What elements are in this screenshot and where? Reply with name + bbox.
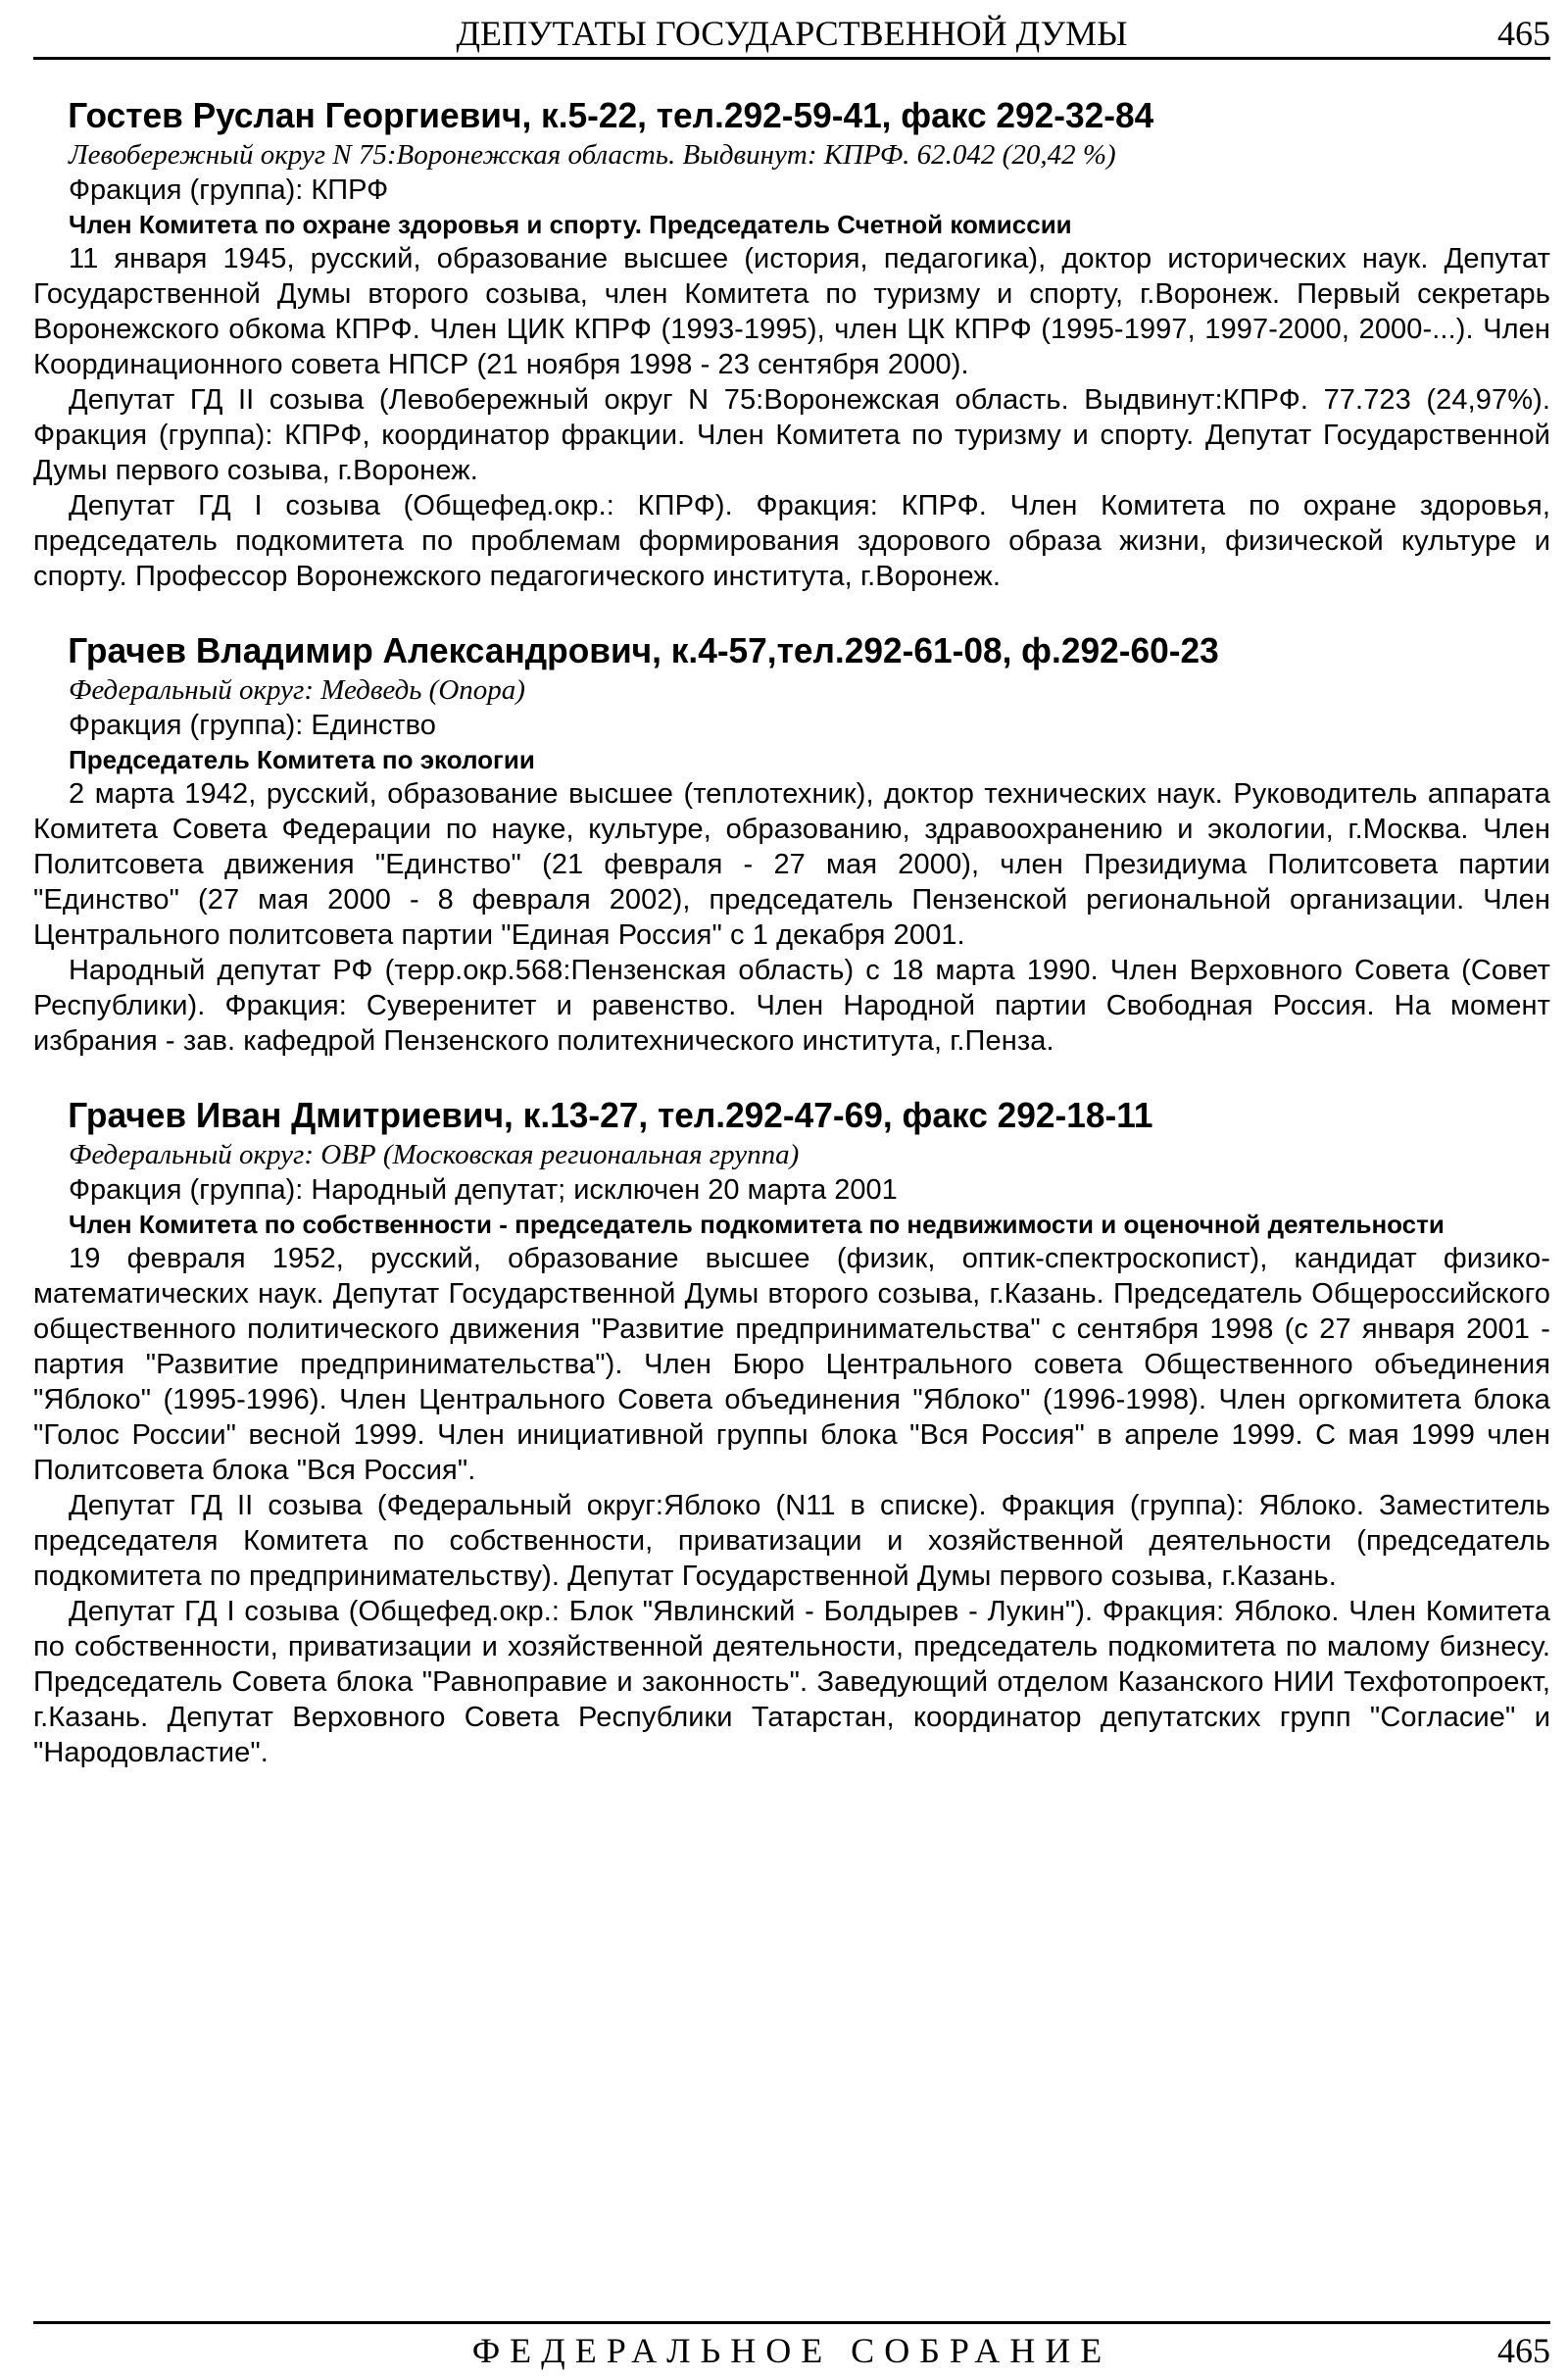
running-footer xyxy=(33,2327,1550,2374)
page-content xyxy=(33,96,1550,1808)
deputy-biography-paragraph: Народный депутат РФ (терр.окр.568:Пензенская область) с 18 марта 1990. Член Верховного Совета (Совет Республики). Фракция: Суверенитет и равенство. Член Народной партии Свободная Россия. На момент избрания - зав. кафедрой Пензенского политехнического института, г.Пенза. xyxy=(33,955,1550,1057)
deputy-faction: Фракция (группа): Народный депутат; исключен 20 марта 2001 xyxy=(69,1174,898,1206)
deputy-biography-paragraph: Депутат ГД I созыва (Общефед.окр.: Блок "Явлинский - Болдырев - Лукин"). Фракция: Яблоко. Член Комитета по собственности, приватизации и хозяйственной деятельности, председатель подкомитета по малому бизнесу. Председатель Совета блока "Равноправие и законность". Заведующий отделом Казанского НИИ Техфотопроект, г.Казань. Депутат Верховного Совета Республики Татарстан, координатор депутатских групп "Согласие" и "Народовластие". xyxy=(33,1596,1550,1768)
running-header xyxy=(33,10,1550,60)
deputy-biography-paragraph: 2 марта 1942, русский, образование высшее (теплотехник), доктор технических наук. Руководитель аппарата Комитета Совета Федерации по науке, культуре, образованию, здравоохранению и экологии, г.Москва. Член Политсовета движения "Единство" (21 февраля - 27 мая 2000), член Президиума Политсовета партии "Единство" (27 мая 2000 - 8 февраля 2002), председатель Пензенской региональной организации. Член Центрального политсовета партии "Единая Россия" с 1 декабря 2001. xyxy=(33,778,1550,951)
deputy-position: Член Комитета по охране здоровья и спорту. Председатель Счетной комиссии xyxy=(69,210,1072,239)
deputy-position: Председатель Комитета по экологии xyxy=(69,745,535,774)
deputy-faction: Фракция (группа): Единство xyxy=(69,710,436,741)
deputy-district: Федеральный округ: ОВР (Московская региональная группа) xyxy=(69,1139,800,1170)
document-page xyxy=(33,0,1550,2379)
deputy-entry xyxy=(33,631,1550,1059)
deputy-biography-paragraph: 11 января 1945, русский, образование высшее (история, педагогика), доктор исторических наук. Депутат Государственной Думы второго созыва, член Комитета по туризму и спорту, г.Воронеж. Первый секретарь Воронежского обкома КПРФ. Член ЦИК КПРФ (1993-1995), член ЦК КПРФ (1995-1997, 1997-2000, 2000-...). Член Координационного совета НПСР (21 ноября 1998 - 23 сентября 2000). xyxy=(33,243,1550,380)
deputy-heading: Грачев Владимир Александрович, к.4-57,тел.292-61-08, ф.292-60-23 xyxy=(68,630,1219,670)
running-header-title: ДЕПУТАТЫ ГОСУДАРСТВЕННОЙ ДУМЫ xyxy=(456,14,1128,53)
deputy-biography-paragraph: Депутат ГД II созыва (Левобережный округ N 75:Воронежская область. Выдвинут:КПРФ. 77.723 (24,97%). Фракция (группа): КПРФ, координатор фракции. Член Комитета по туризму и спорту. Депутат Государственной Думы первого созыва, г.Воронеж. xyxy=(33,384,1550,486)
deputy-position: Член Комитета по собственности - председатель подкомитета по недвижимости и оценочной деятельности xyxy=(69,1210,1445,1239)
deputy-entry xyxy=(33,1096,1550,1770)
deputy-biography-paragraph: Депутат ГД I созыва (Общефед.окр.: КПРФ). Фракция: КПРФ. Член Комитета по охране здоровья, председатель подкомитета по проблемам формирования здорового образа жизни, физической культуре и спорту. Профессор Воронежского педагогического института, г.Воронеж. xyxy=(33,490,1550,592)
deputy-district: Левобережный округ N 75:Воронежская область. Выдвинут: КПРФ. 62.042 (20,42 %) xyxy=(69,139,1116,171)
running-footer-page-number: 465 xyxy=(1497,2331,1550,2370)
running-footer-title: ФЕДЕРАЛЬНОЕ СОБРАНИЕ xyxy=(471,2331,1112,2370)
deputy-heading: Гостев Руслан Георгиевич, к.5-22, тел.292-59-41, факс 292-32-84 xyxy=(68,95,1154,135)
deputy-entry xyxy=(33,96,1550,594)
deputy-biography-paragraph: Депутат ГД II созыва (Федеральный округ:Яблоко (N11 в списке). Фракция (группа): Яблоко. Заместитель председателя Комитета по собственности, приватизации и хозяйственной деятельности (председатель подкомитета по предпринимательству). Депутат Государственной Думы первого созыва, г.Казань. xyxy=(33,1490,1550,1592)
deputy-heading: Грачев Иван Дмитриевич, к.13-27, тел.292-47-69, факс 292-18-11 xyxy=(68,1095,1153,1135)
deputy-biography-paragraph: 19 февраля 1952, русский, образование высшее (физик, оптик-спектроскопист), кандидат физико-математических наук. Депутат Государственной Думы второго созыва, г.Казань. Председатель Общероссийского общественного политического движения "Развитие предпринимательства" с сентября 1998 (с 27 января 2001 - партия "Развитие предпринимательства"). Член Бюро Центрального совета Общественного объединения "Яблоко" (1995-1996). Член Центрального Совета объединения "Яблоко" (1996-1998). Член оргкомитета блока "Голос России" весной 1999. Член инициативной группы блока "Вся Россия" в апреле 1999. С мая 1999 член Политсовета блока "Вся Россия". xyxy=(33,1243,1550,1486)
deputy-district: Федеральный округ: Медведь (Опора) xyxy=(69,674,525,706)
running-header-page-number: 465 xyxy=(1497,14,1550,53)
footer-divider xyxy=(33,2321,1550,2324)
deputy-faction: Фракция (группа): КПРФ xyxy=(69,174,389,206)
